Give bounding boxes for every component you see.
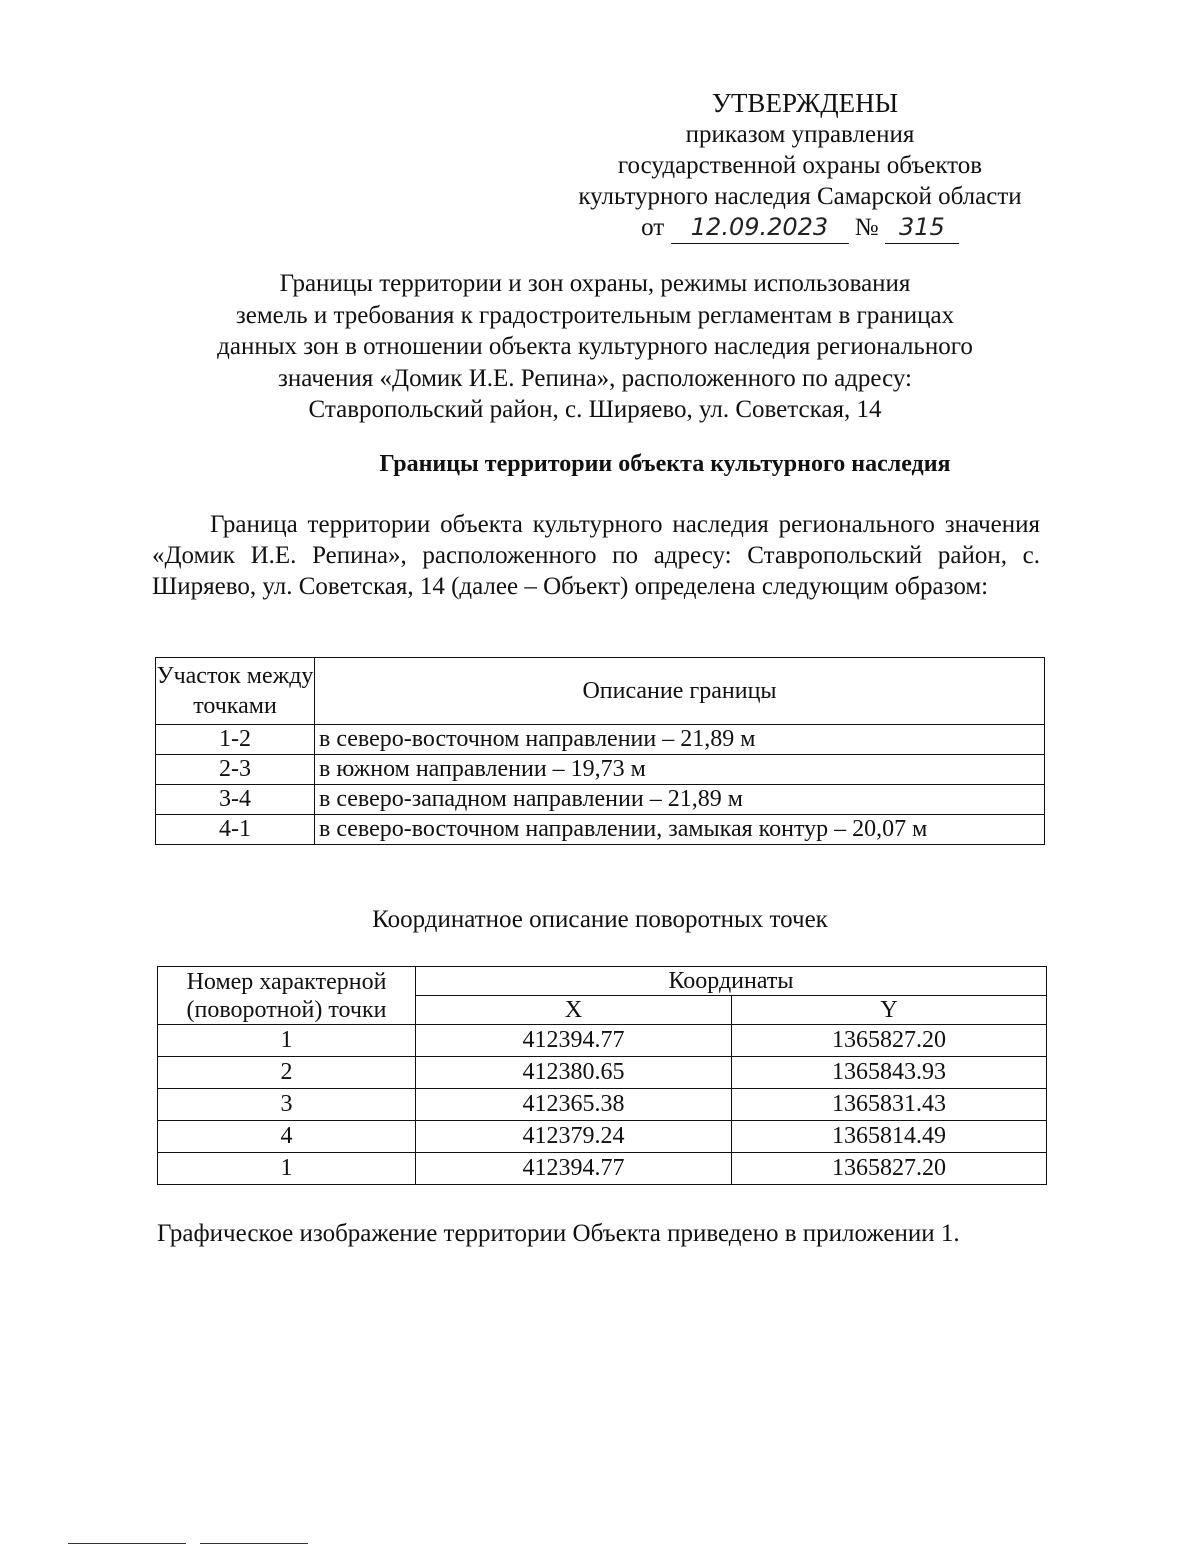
y-cell: 1365843.93 (732, 1057, 1047, 1089)
approval-block (560, 88, 1040, 243)
x-cell: 412379.24 (416, 1121, 732, 1153)
point-cell: 1 (158, 1025, 416, 1057)
handwritten-number: 315 (885, 212, 959, 244)
x-cell: 412394.77 (416, 1153, 732, 1185)
header-point: Номер характерной (поворотной) точки (158, 967, 416, 1025)
document-title (150, 268, 1040, 426)
segment-cell: 3-4 (156, 785, 315, 815)
header-segment: Участок между точками (156, 658, 315, 725)
number-label: № (854, 214, 879, 241)
y-cell: 1365827.20 (732, 1025, 1047, 1057)
segment-cell: 2-3 (156, 755, 315, 785)
point-cell: 1 (158, 1153, 416, 1185)
x-cell: 412365.38 (416, 1089, 732, 1121)
description-cell: в северо-восточном направлении, замыкая контур – 20,07 м (315, 815, 1045, 845)
table-row (158, 1057, 1047, 1089)
table-row (158, 1025, 1047, 1057)
title-line: значения «Домик И.Е. Репина», расположенного по адресу: (278, 364, 912, 392)
y-cell: 1365814.49 (732, 1121, 1047, 1153)
section-heading: Границы территории объекта культурного наследия (379, 451, 951, 477)
header-x: X (416, 996, 732, 1025)
title-line: Ставропольский район, с. Ширяево, ул. Советская, 14 (308, 396, 882, 423)
approval-line-1: приказом управления (685, 121, 915, 148)
handwritten-date: 12.09.2023 (671, 212, 849, 244)
point-cell: 4 (158, 1121, 416, 1153)
table-row (156, 755, 1045, 785)
description-cell: в северо-восточном направлении – 21,89 м (315, 725, 1045, 755)
footer-note: Графическое изображение территории Объекта приведено в приложении 1. (157, 1220, 960, 1247)
boundary-paragraph (152, 509, 1040, 602)
footnote-rule (200, 1543, 308, 1544)
description-cell: в южном направлении – 19,73 м (315, 755, 1045, 785)
coordinates-heading: Координатное описание поворотных точек (372, 906, 828, 933)
table-row (156, 815, 1045, 845)
approval-date-line (560, 212, 1040, 243)
footnote-rule (68, 1543, 186, 1544)
paragraph-text: Граница территории объекта культурного наследия регионального значения «Домик И.Е. Репина», расположенного по адресу: Ставропольский район, с. Ширяево, ул. Советская, 14 (далее – Объект) определена следующим образом: (152, 511, 1040, 600)
y-cell: 1365831.43 (732, 1089, 1047, 1121)
approval-line-3: культурного наследия Самарской области (578, 183, 1022, 210)
x-cell: 412394.77 (416, 1025, 732, 1057)
y-cell: 1365827.20 (732, 1153, 1047, 1185)
header-coordinates: Координаты (416, 967, 1047, 996)
table-row (158, 1121, 1047, 1153)
point-cell: 3 (158, 1089, 416, 1121)
segment-cell: 1-2 (156, 725, 315, 755)
title-line: Границы территории и зон охраны, режимы использования (279, 270, 911, 297)
table-row (158, 1089, 1047, 1121)
table-row (158, 1153, 1047, 1185)
x-cell: 412380.65 (416, 1057, 732, 1089)
title-line: данных зон в отношении объекта культурного наследия регионального (217, 333, 973, 360)
header-description: Описание границы (315, 658, 1045, 725)
segment-cell: 4-1 (156, 815, 315, 845)
boundary-table (155, 657, 1045, 845)
title-line: земель и требования к градостроительным регламентам в границах (235, 301, 955, 329)
approval-heading: УТВЕРЖДЕНЫ (711, 88, 899, 118)
table-row (156, 785, 1045, 815)
coordinates-table (157, 966, 1047, 1185)
description-cell: в северо-западном направлении – 21,89 м (315, 785, 1045, 815)
table-row (156, 725, 1045, 755)
header-y: Y (732, 996, 1047, 1025)
approval-line-2: государственной охраны объектов (617, 152, 983, 179)
point-cell: 2 (158, 1057, 416, 1089)
from-label: от (641, 214, 665, 241)
